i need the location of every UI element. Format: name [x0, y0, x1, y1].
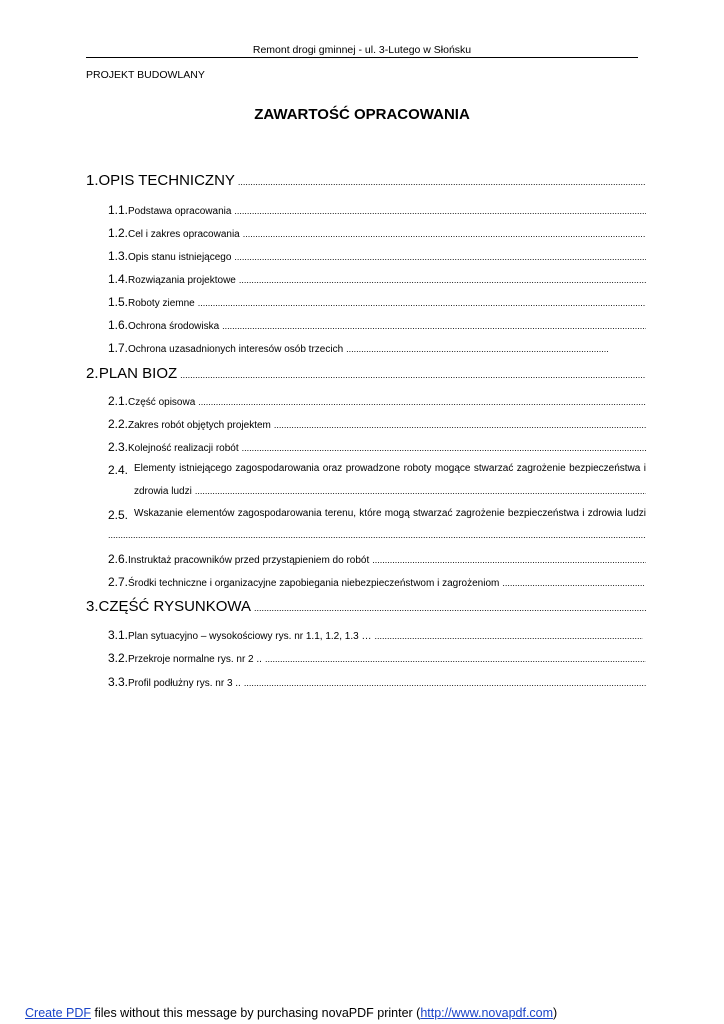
item-label: Kolejność realizacji robót	[128, 443, 239, 454]
toc-item-1-3	[108, 249, 646, 263]
item-label: Ochrona środowiska	[128, 321, 220, 332]
toc-section-2	[86, 365, 646, 382]
item-number: 1.1.	[108, 203, 129, 217]
leader-dots	[502, 578, 644, 588]
item-number: 2.6.	[108, 552, 129, 566]
item-label: Opis stanu istniejącego	[128, 252, 232, 263]
leader-dots	[195, 486, 646, 496]
item-number: 3.3.	[108, 675, 129, 689]
header-divider	[86, 57, 638, 58]
item-number: 2.5.	[108, 508, 129, 522]
toc-item-1-7	[108, 341, 608, 355]
item-number: 1.3.	[108, 249, 129, 263]
running-header: Remont drogi gminnej - ul. 3-Lutego w Słońsku	[252, 44, 472, 56]
toc-item-3-1	[108, 628, 643, 642]
item-label: Ochrona uzasadnionych interesów osób trzecich	[128, 344, 344, 355]
item-label: Przekroje normalne rys. nr 2 ..	[128, 654, 262, 665]
leader-dots	[234, 206, 646, 216]
item-label-continuation: zdrowia ludzi	[134, 486, 192, 497]
section-number: 2.	[86, 365, 99, 382]
item-label: Roboty ziemne	[128, 298, 195, 309]
toc-item-1-6	[108, 318, 646, 332]
toc-item-2-1	[108, 394, 646, 408]
item-number: 2.2.	[108, 417, 129, 431]
item-label: Rozwiązania projektowe	[128, 275, 236, 286]
leader-dots	[244, 678, 646, 688]
toc-item-1-4	[108, 272, 646, 286]
leader-dots	[108, 530, 646, 540]
section-number: 3.	[86, 598, 99, 615]
item-number: 2.7.	[108, 575, 129, 589]
item-number: 3.2.	[108, 651, 129, 665]
leader-dots	[346, 344, 608, 354]
toc-item-3-2	[108, 651, 646, 665]
toc-item-3-3	[108, 675, 646, 689]
section-title: PLAN BIOZ	[98, 365, 178, 382]
item-label-line-2	[108, 530, 646, 540]
leader-dots	[180, 370, 646, 380]
pdf-footer	[25, 1006, 557, 1020]
toc-item-2-7	[108, 575, 644, 589]
toc-item-2-2	[108, 417, 646, 431]
leader-dots	[239, 275, 646, 285]
item-number: 1.5.	[108, 295, 129, 309]
item-number: 1.7.	[108, 341, 129, 355]
leader-dots	[238, 177, 646, 187]
item-label-line-1: Wskazanie elementów zagospodarowania terenu, które mogą stwarzać zagrożenie bezpieczeństwa i zdrowia ludzi	[134, 508, 646, 519]
leader-dots	[265, 654, 646, 664]
item-label: Cel i zakres opracowania	[128, 229, 240, 240]
leader-dots	[242, 443, 646, 453]
toc-section-1	[86, 172, 646, 189]
item-label: Plan sytuacyjno – wysokościowy rys. nr 1.1, 1.2, 1.3 …	[128, 631, 372, 642]
item-number: 1.2.	[108, 226, 129, 240]
leader-dots	[274, 420, 646, 430]
leader-dots	[234, 252, 646, 262]
toc-item-2-5	[108, 508, 646, 548]
toc-item-2-3	[108, 440, 646, 454]
item-label: Instruktaż pracowników przed przystąpieniem do robót	[128, 555, 370, 566]
toc-item-1-2	[108, 226, 646, 240]
leader-dots	[198, 397, 646, 407]
project-label: PROJEKT BUDOWLANY	[86, 69, 205, 81]
section-title: CZĘŚĆ RYSUNKOWA	[98, 598, 252, 615]
toc-section-3	[86, 598, 646, 615]
footer-text-end: )	[553, 1006, 558, 1020]
leader-dots	[243, 229, 646, 239]
item-number: 1.6.	[108, 318, 129, 332]
item-label: Zakres robót objętych projektem	[128, 420, 271, 431]
leader-dots	[222, 321, 646, 331]
leader-dots	[198, 298, 646, 308]
toc-item-1-5	[108, 295, 646, 309]
item-number: 2.3.	[108, 440, 129, 454]
toc-item-2-6	[108, 552, 646, 566]
toc-item-2-4	[108, 463, 646, 503]
section-number: 1.	[86, 172, 99, 189]
item-label: Środki techniczne i organizacyjne zapobiegania niebezpieczeństwom i zagrożeniom	[128, 578, 500, 589]
document-title: ZAWARTOŚĆ OPRACOWANIA	[254, 106, 470, 123]
section-title: OPIS TECHNICZNY	[98, 172, 235, 189]
item-label-line-2	[134, 486, 646, 497]
novapdf-link[interactable]: http://www.novapdf.com	[420, 1006, 554, 1020]
leader-dots	[374, 631, 643, 641]
item-number: 3.1.	[108, 628, 129, 642]
leader-dots	[372, 555, 646, 565]
item-number: 2.4.	[108, 463, 129, 477]
toc-item-1-1	[108, 203, 646, 217]
item-label-line-1: Elementy istniejącego zagospodarowania oraz prowadzone roboty mogące stwarzać zagrożenie bezpieczeństwa i	[134, 463, 646, 474]
item-label: Część opisowa	[128, 397, 196, 408]
leader-dots	[254, 603, 646, 613]
item-number: 2.1.	[108, 394, 129, 408]
footer-text: files without this message by purchasing novaPDF printer (	[91, 1006, 421, 1020]
item-label: Podstawa opracowania	[128, 206, 232, 217]
create-pdf-link[interactable]: Create PDF	[25, 1006, 91, 1020]
item-label: Profil podłużny rys. nr 3 ..	[128, 678, 241, 689]
item-number: 1.4.	[108, 272, 129, 286]
